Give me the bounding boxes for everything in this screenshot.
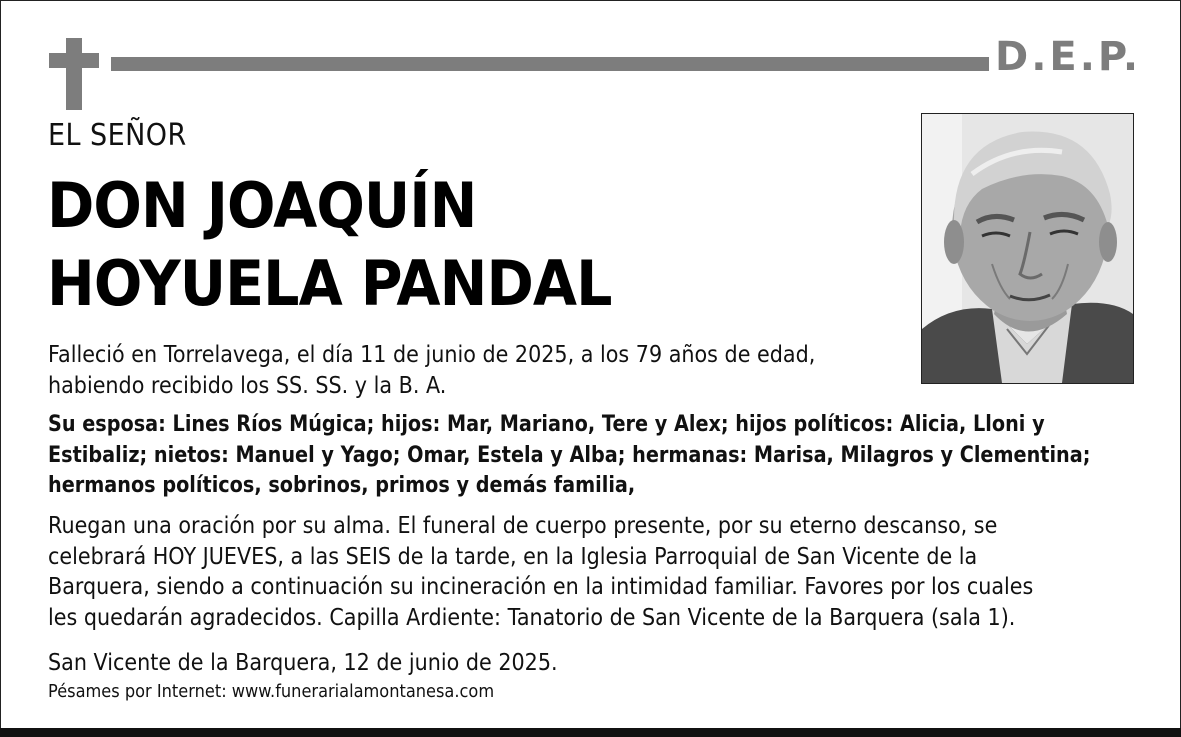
death-line: Falleció en Torrelavega, el día 11 de junio de 2025, a los 79 años de edad, bbox=[48, 342, 816, 368]
ceremony-line: Ruegan una oración por su alma. El funeral de cuerpo presente, por su eterno descanso, se bbox=[48, 513, 998, 539]
ceremony-notice bbox=[48, 511, 1033, 633]
ceremony-line: les quedarán agradecidos. Capilla Ardiente: Tanatorio de San Vicente de la Barquera (sala 1). bbox=[48, 604, 1016, 631]
ceremony-line: celebrará HOY JUEVES, a las SEIS de la tarde, en la Iglesia Parroquial de San Vicente de la bbox=[48, 543, 978, 570]
portrait-photo bbox=[921, 113, 1134, 384]
family-line: hermanos políticos, sobrinos, primos y demás familia, bbox=[48, 472, 636, 498]
dep-label: D.E.P. bbox=[995, 34, 1142, 80]
ceremony-line: Barquera, siendo a continuación su incineración en la intimidad familiar. Favores por los cuales bbox=[48, 574, 1034, 600]
family-list bbox=[48, 409, 1090, 501]
cross-icon bbox=[66, 38, 82, 110]
deceased-name-line-2: HOYUELA PANDAL bbox=[47, 247, 612, 320]
header-rule bbox=[111, 57, 989, 71]
deceased-name-line-1: DON JOAQUÍN bbox=[47, 169, 477, 242]
family-line: Su esposa: Lines Ríos Múgica; hijos: Mar, Mariano, Tere y Alex; hijos políticos: Alicia, Lloni y bbox=[48, 411, 1045, 437]
honorific: EL SEÑOR bbox=[48, 118, 187, 153]
death-notice bbox=[48, 340, 815, 401]
cross-icon-arm bbox=[49, 53, 99, 68]
portrait-illustration bbox=[922, 114, 1133, 383]
family-line: Estibaliz; nietos: Manuel y Yago; Omar, Estela y Alba; hermanas: Marisa, Milagros y Clementina; bbox=[48, 441, 1091, 468]
dateline: San Vicente de la Barquera, 12 de junio de 2025. bbox=[48, 650, 558, 676]
condolence-website: Pésames por Internet: www.funerarialamontanesa.com bbox=[48, 681, 495, 702]
bottom-rule bbox=[0, 728, 1181, 737]
death-line: habiendo recibido los SS. SS. y la B. A. bbox=[48, 372, 447, 399]
